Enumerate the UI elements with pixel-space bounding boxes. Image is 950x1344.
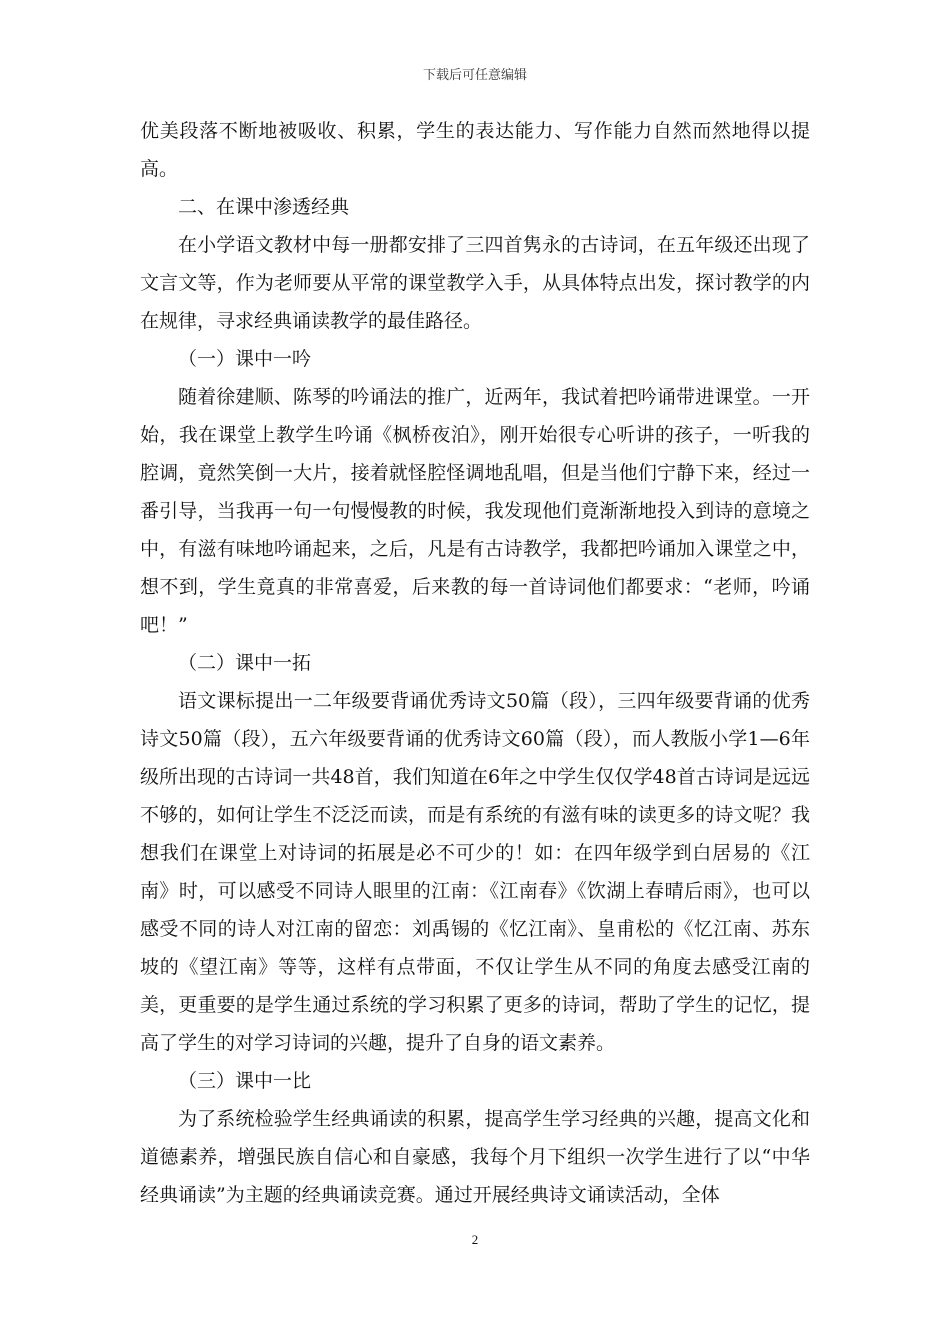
paragraph-intro: 在小学语文教材中每一册都安排了三四首隽永的古诗词，在五年级还出现了文言文等，作为老师要从平常的课堂教学入手，从具体特点出发，探讨教学的内在规律，寻求经典诵读教学的最佳路径。	[140, 234, 810, 332]
subsection-heading-1: （一）课中一吟	[178, 348, 312, 370]
paragraph-continued: 优美段落不断地被吸收、积累，学生的表达能力、写作能力自然而然地得以提高。	[140, 120, 810, 180]
subsection-heading-3: （三）课中一比	[178, 1070, 312, 1092]
document-body	[140, 112, 810, 1214]
section-heading-2: 二、在课中渗透经典	[178, 196, 350, 218]
paragraph-competition: 为了系统检验学生经典诵读的积累，提高学生学习经典的兴趣，提高文化和道德素养，增强民族自信心和自豪感，我每个月下组织一次学生进行了以“中华经典诵读”为主题的经典诵读竞赛。通过开展经典诗文诵读活动，全体	[140, 1108, 810, 1206]
paragraph-expansion: 语文课标提出一二年级要背诵优秀诗文50篇（段），三四年级要背诵的优秀诗文50篇（段），五六年级要背诵的优秀诗文60篇（段），而人教版小学1—6年级所出现的古诗词一共48首，我们知道在6年之中学生仅仅学48首古诗词是远远不够的，如何让学生不泛泛而读，而是有系统的有滋有味的读更多的诗文呢？我想我们在课堂上对诗词的拓展是必不可少的！如：在四年级学到白居易的《江南》时，可以感受不同诗人眼里的江南：《江南春》《饮湖上春晴后雨》，也可以感受不同的诗人对江南的留恋：刘禹锡的《忆江南》、皇甫松的《忆江南、苏东坡的《望江南》等等，这样有点带面，不仅让学生从不同的角度去感受江南的美，更重要的是学生通过系统的学习积累了更多的诗词，帮助了学生的记忆，提高了学生的对学习诗词的兴趣，提升了自身的语文素养。	[140, 690, 810, 1054]
page-number: 2	[471, 1232, 479, 1247]
paragraph-chanting: 随着徐建顺、陈琴的吟诵法的推广，近两年，我试着把吟诵带进课堂。一开始，我在课堂上教学生吟诵《枫桥夜泊》，刚开始很专心听讲的孩子，一听我的腔调，竟然笑倒一大片，接着就怪腔怪调地乱唱，但是当他们宁静下来，经过一番引导，当我再一句一句慢慢教的时候，我发现他们竟渐渐地投入到诗的意境之中，有滋有味地吟诵起来，之后，凡是有古诗教学，我都把吟诵加入课堂之中，想不到，学生竟真的非常喜爱，后来教的每一首诗词他们都要求：“老师，吟诵吧！”	[140, 386, 810, 636]
subsection-heading-2: （二）课中一拓	[178, 652, 312, 674]
page-header: 下载后可任意编辑	[422, 68, 527, 83]
